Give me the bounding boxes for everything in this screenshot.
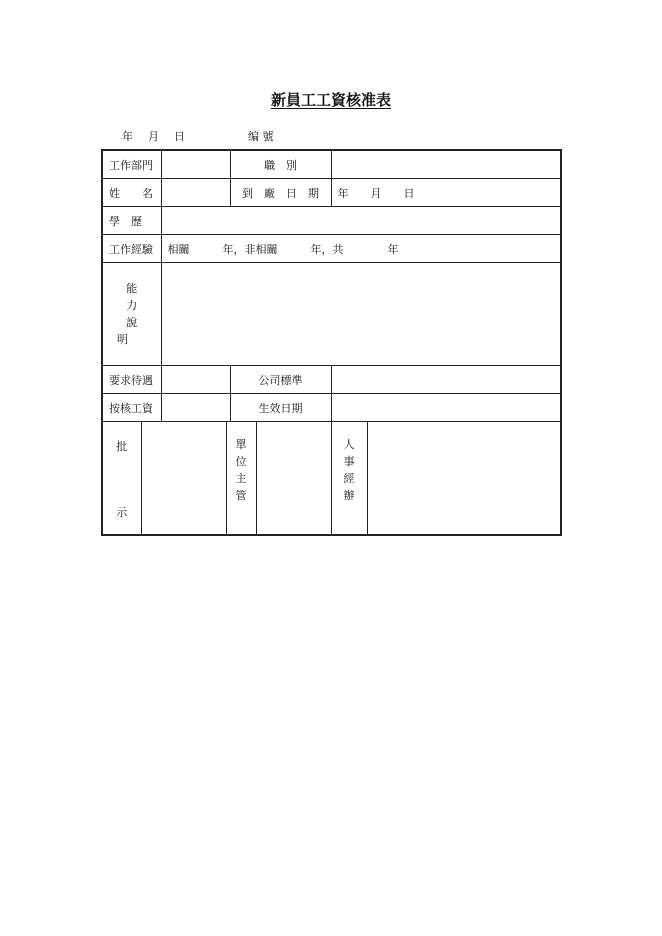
arrival-date-field[interactable]: 年 月 日 xyxy=(331,179,561,207)
arrival-date-label: 到 廠 日 期 xyxy=(230,179,331,207)
hr-handling-label-line: 事 xyxy=(343,455,355,468)
approval-field[interactable] xyxy=(141,422,226,536)
unit-supervisor-label-line: 主 xyxy=(235,472,247,485)
company-standard-label: 公司標準 xyxy=(230,366,331,394)
approval-label xyxy=(102,422,141,536)
date-year: 年 xyxy=(122,130,133,143)
approval-label-bottom: 示 xyxy=(116,506,128,519)
ability-label-line: 能 xyxy=(126,282,138,295)
unit-supervisor-label-line: 管 xyxy=(235,489,247,502)
unit-supervisor-label-line: 單 xyxy=(235,438,247,451)
ability-label-line: 明 xyxy=(117,333,128,346)
effective-date-field[interactable] xyxy=(331,394,561,422)
name-label: 姓 名 xyxy=(102,179,161,207)
ability-label-line: 說 xyxy=(126,316,138,329)
salary-approval-table xyxy=(101,149,562,536)
date-day: 日 xyxy=(174,130,185,143)
salary-request-field[interactable] xyxy=(161,366,230,394)
approved-salary-field[interactable] xyxy=(161,394,230,422)
hr-handling-label-line: 人 xyxy=(343,438,355,451)
effective-date-label: 生效日期 xyxy=(230,394,331,422)
company-standard-field[interactable] xyxy=(331,366,561,394)
number-label: 编 號 xyxy=(248,130,274,143)
form-title: 新員工工資核准表 xyxy=(270,91,391,109)
work-exp-label: 工作經驗 xyxy=(102,235,161,263)
unit-supervisor-label-line: 位 xyxy=(235,455,247,468)
work-dept-field[interactable] xyxy=(161,150,230,179)
approval-label-top: 批 xyxy=(116,440,128,453)
unit-supervisor-label xyxy=(226,422,256,536)
unit-supervisor-field[interactable] xyxy=(256,422,331,536)
position-field[interactable] xyxy=(331,150,561,179)
ability-label xyxy=(102,263,161,366)
hr-handling-field[interactable] xyxy=(367,422,561,536)
ability-description-field[interactable] xyxy=(161,263,561,366)
work-exp-field[interactable]: 相關 年，非相關 年，共 年 xyxy=(161,235,561,263)
name-field[interactable] xyxy=(161,179,230,207)
salary-request-label: 要求待遇 xyxy=(102,366,161,394)
date-month: 月 xyxy=(148,130,159,143)
hr-handling-label xyxy=(331,422,367,536)
ability-label-line: 力 xyxy=(126,299,138,312)
hr-handling-label-line: 辦 xyxy=(343,489,355,502)
work-dept-label: 工作部門 xyxy=(102,150,161,179)
hr-handling-label-line: 經 xyxy=(343,472,355,485)
approved-salary-label: 按核工資 xyxy=(102,394,161,422)
education-field[interactable] xyxy=(161,207,561,235)
education-label: 學 歷 xyxy=(102,207,161,235)
position-label: 職 別 xyxy=(230,150,331,179)
